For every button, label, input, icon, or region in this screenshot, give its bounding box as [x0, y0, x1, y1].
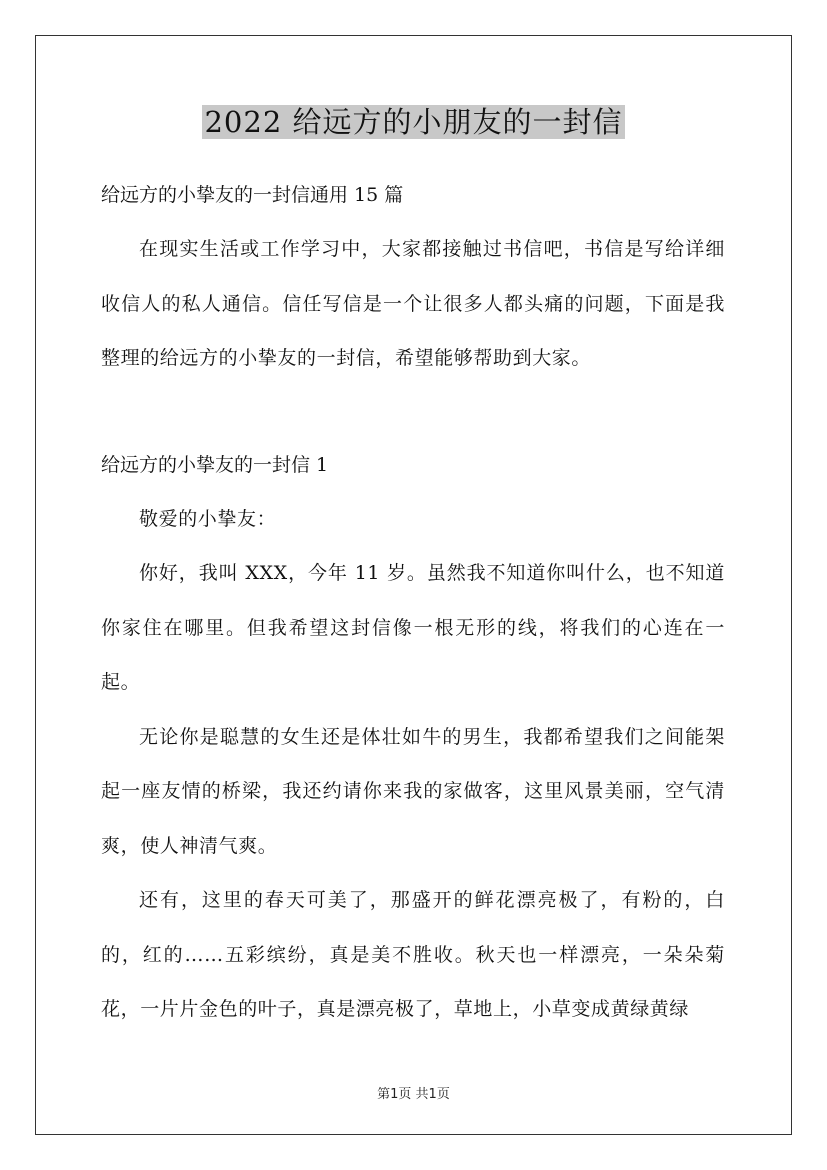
- intro-paragraph: 在现实生活或工作学习中，大家都接触过书信吧，书信是写给详细收信人的私人通信。信任写信是一个让很多人都头痛的问题，下面是我整理的给远方的小挚友的一封信，希望能够帮助到大家。: [101, 238, 725, 369]
- document-title-text: 2022 给远方的小朋友的一封信: [204, 105, 623, 139]
- body-paragraph: 还有，这里的春天可美了，那盛开的鲜花漂亮极了，有粉的，白的，红的……五彩缤纷，真是美不胜收。秋天也一样漂亮，一朵朵菊花，一片片金色的叶子，真是漂亮极了，草地上，小草变成黄绿黄绿: [101, 889, 725, 1020]
- section-heading: 给远方的小挚友的一封信 1: [101, 453, 329, 476]
- document-subtitle: 给远方的小挚友的一封信通用 15 篇: [101, 184, 404, 206]
- document-body: [101, 168, 725, 1037]
- salutation: 敬爱的小挚友：: [139, 507, 277, 530]
- page-footer: 第1页 共1页: [377, 1087, 450, 1102]
- document-title: [0, 100, 827, 144]
- body-paragraph: 你好，我叫 XXX，今年 11 岁。虽然我不知道你叫什么，也不知道你家住在哪里。但我希望这封信像一根无形的线，将我们的心连在一起。: [101, 562, 725, 693]
- section-gap: [101, 386, 725, 438]
- body-paragraph: 无论你是聪慧的女生还是体壮如牛的男生，我都希望我们之间能架起一座友情的桥梁，我还约请你来我的家做客，这里风景美丽，空气清爽，使人神清气爽。: [101, 725, 725, 857]
